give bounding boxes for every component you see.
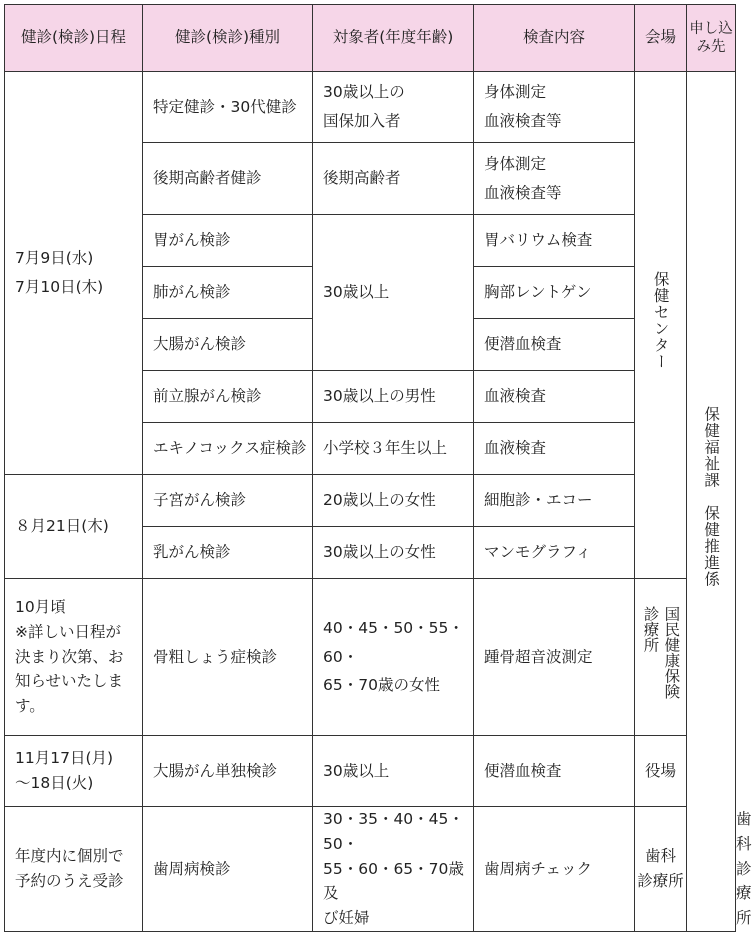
target-cell: 40・45・50・55・60・ 65・70歳の女性 [313,579,474,736]
target-cell-shared: 30歳以上 [313,215,474,371]
type-cell: 大腸がん検診 [143,319,313,371]
type-cell: 子宮がん検診 [143,475,313,527]
content-cell: 胃バリウム検査 [474,215,635,267]
type-cell: エキノコックス症検診 [143,423,313,475]
content-cell: 身体測定 血液検査等 [474,72,635,143]
apply-health-welfare: 保健福祉課 保健推進係 [687,72,736,932]
type-cell: 特定健診・30代健診 [143,72,313,143]
type-cell: 前立腺がん検診 [143,371,313,423]
type-cell: 歯周病検診 [143,807,313,932]
content-cell: 胸部レントゲン [474,267,635,319]
venue-health-center: 保健センター [635,72,687,579]
table-row [5,475,736,527]
type-cell: 大腸がん単独検診 [143,736,313,807]
header-apply: 申し込み先 [687,5,736,72]
type-cell: 骨粗しょう症検診 [143,579,313,736]
content-cell: 血液検査 [474,371,635,423]
table-row [5,736,736,807]
content-cell: 便潜血検査 [474,319,635,371]
target-cell: 30歳以上の 国保加入者 [313,72,474,143]
target-cell: 30歳以上の女性 [313,527,474,579]
content-cell: 身体測定 血液検査等 [474,143,635,215]
target-cell: 30・35・40・45・50・ 55・60・65・70歳及 び妊婦 [313,807,474,932]
type-cell: 肺がん検診 [143,267,313,319]
date-august: ８月21日(木) [5,475,143,579]
content-cell: 歯周病チェック [474,807,635,932]
content-cell: 便潜血検査 [474,736,635,807]
checkup-schedule-table [4,4,752,932]
date-july: 7月9日(水) 7月10日(木) [5,72,143,475]
target-cell: 30歳以上 [313,736,474,807]
target-cell: 30歳以上の男性 [313,371,474,423]
content-cell: 血液検査 [474,423,635,475]
type-cell: 乳がん検診 [143,527,313,579]
type-cell: 後期高齢者健診 [143,143,313,215]
date-october: 10月頃 ※詳しい日程が 決まり次第、お 知らせいたしま す。 [5,579,143,736]
venue-clinic: 国民健康保険 診療所 [635,579,687,736]
table-row [5,579,736,736]
header-schedule: 健診(検診)日程 [5,5,143,72]
header-row [5,5,736,72]
header-target: 対象者(年度年齢) [313,5,474,72]
venue-dental-clinic: 歯科 診療所 [635,807,687,932]
header-venue: 会場 [635,5,687,72]
table-row [5,72,736,143]
type-cell: 胃がん検診 [143,215,313,267]
content-cell: マンモグラフィ [474,527,635,579]
content-cell: 踵骨超音波測定 [474,579,635,736]
header-type: 健診(検診)種別 [143,5,313,72]
venue-town-office: 役場 [635,736,687,807]
target-cell: 後期高齢者 [313,143,474,215]
header-content: 検査内容 [474,5,635,72]
target-cell: 小学校３年生以上 [313,423,474,475]
date-november: 11月17日(月) ～18日(火) [5,736,143,807]
table-row: 年度内に個別で 予約のうえ受診 歯周病検診 30・35・40・45・50・ 55・60・65・70歳及 び妊婦 歯周病チェック 歯科 診療所 歯科 診療所 [5,807,736,932]
content-cell: 細胞診・エコー [474,475,635,527]
target-cell: 20歳以上の女性 [313,475,474,527]
date-dental: 年度内に個別で 予約のうえ受診 [5,807,143,932]
